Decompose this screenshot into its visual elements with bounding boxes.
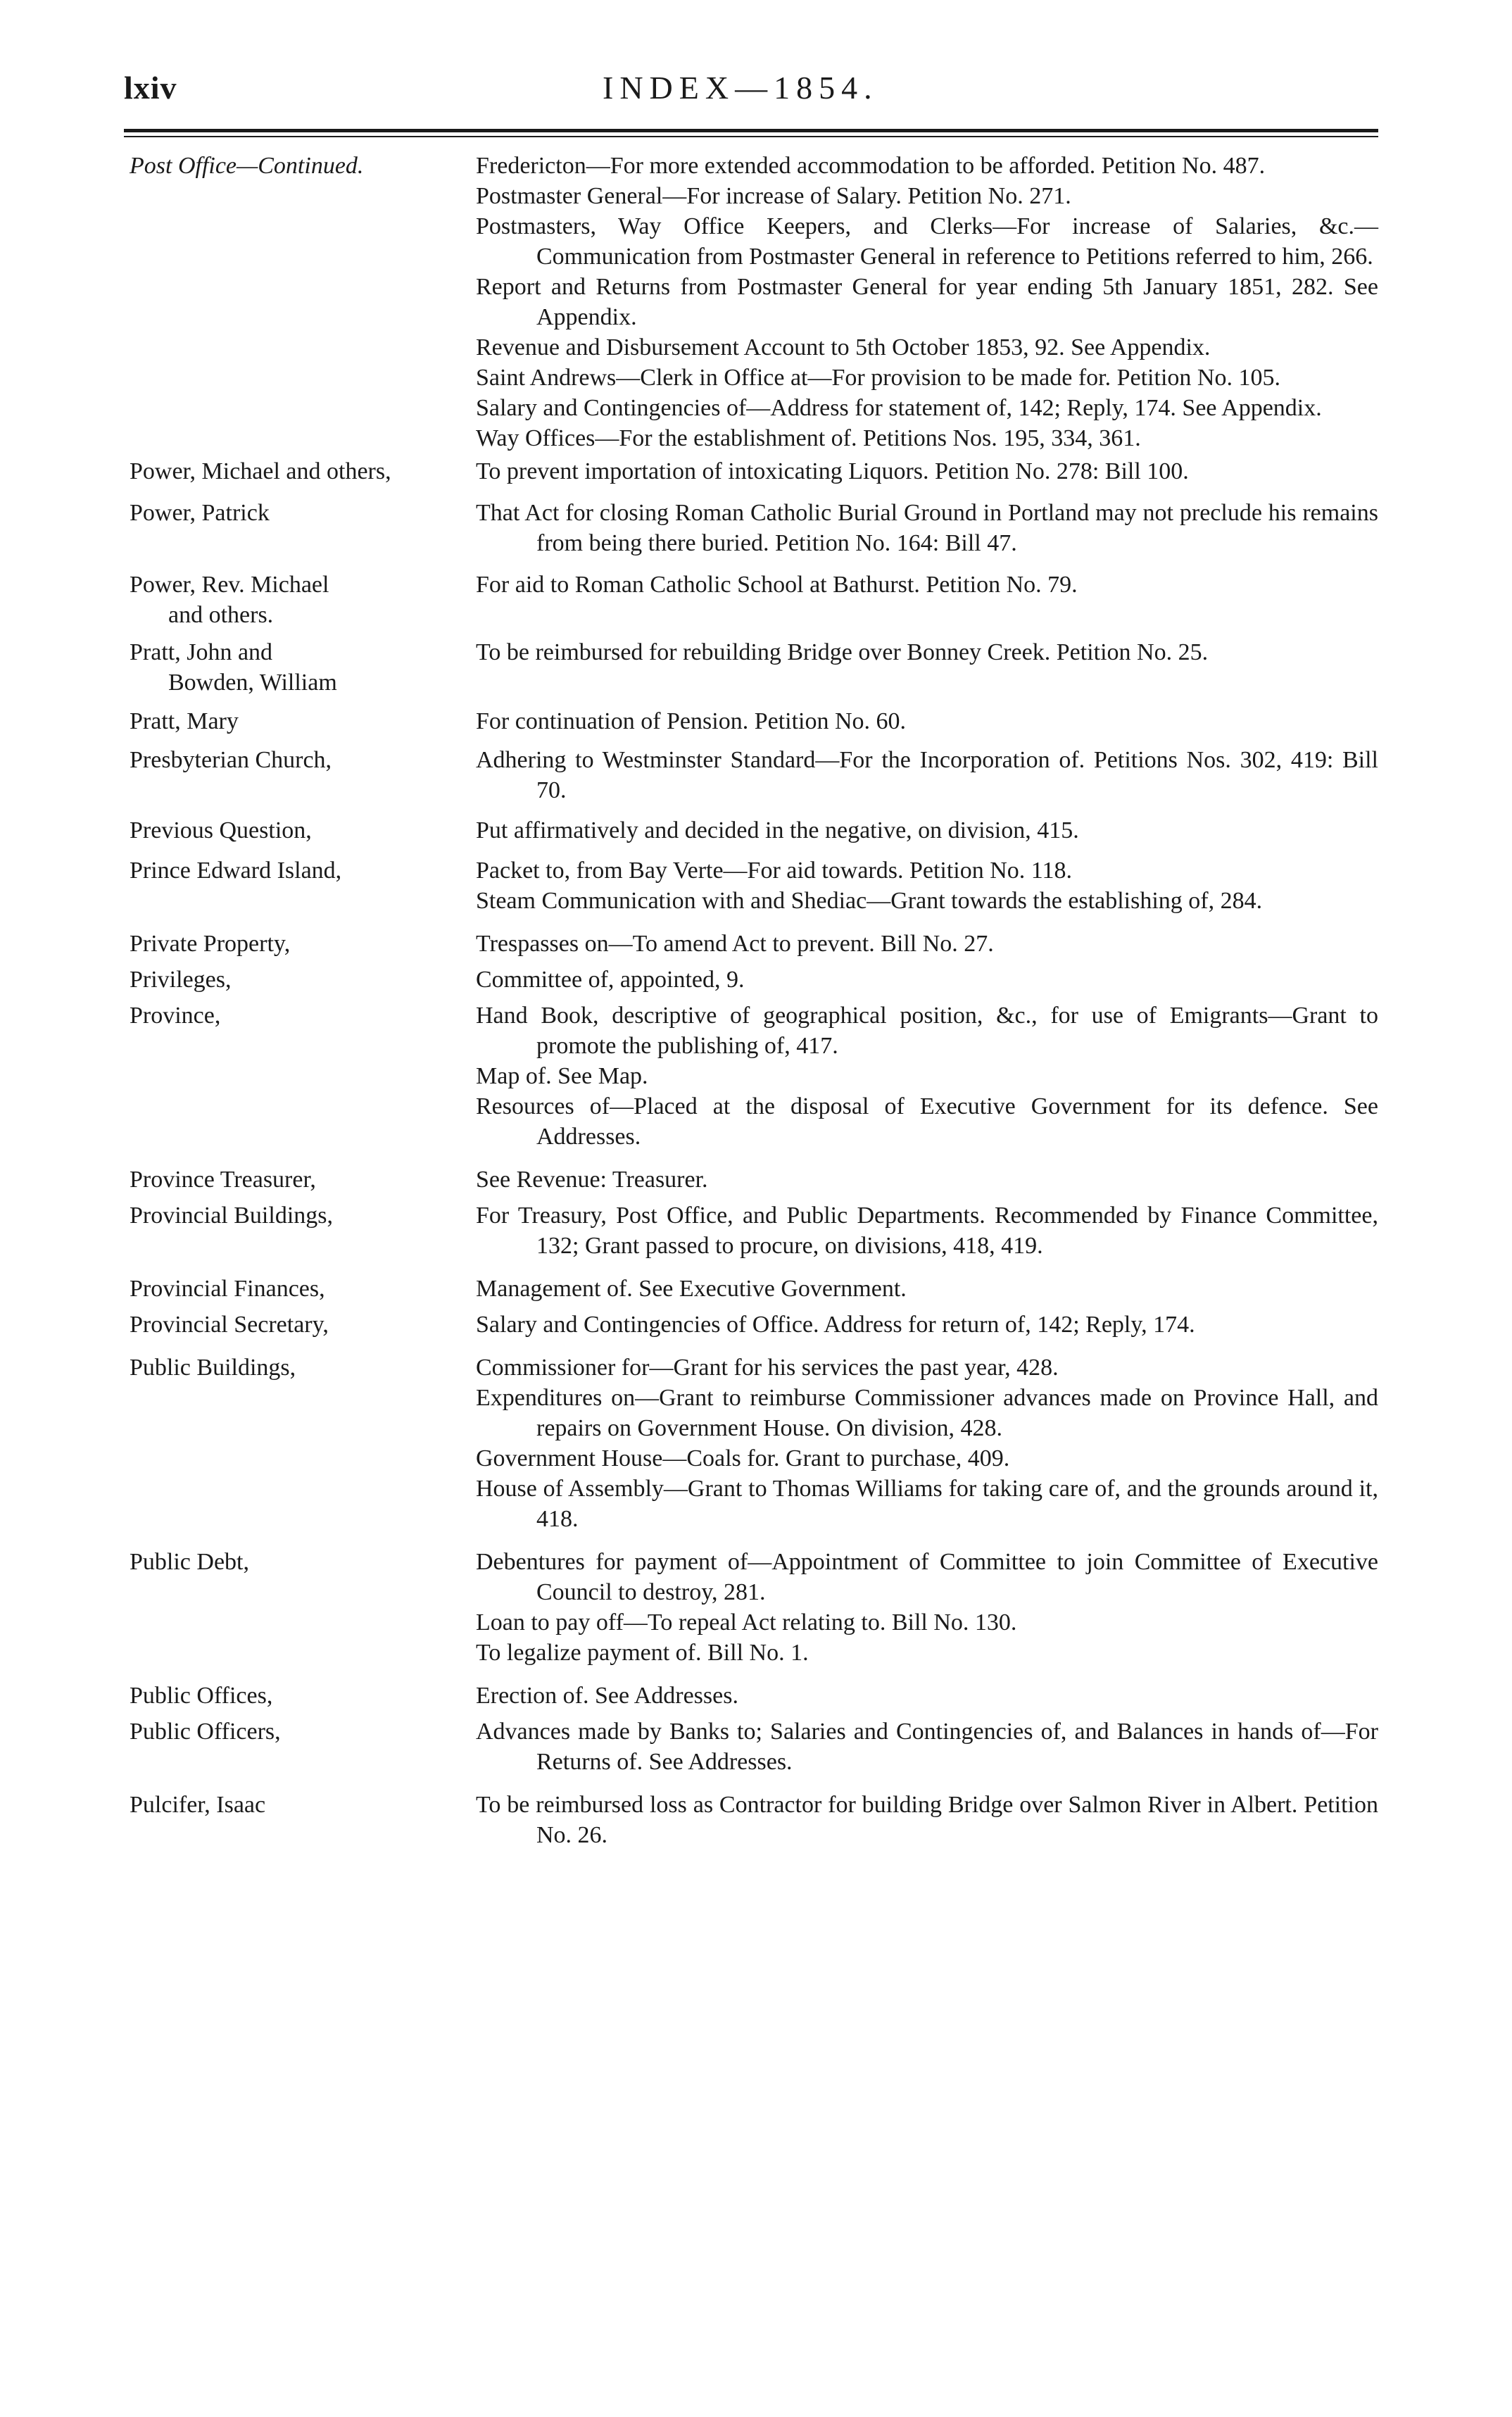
entry-subentries xyxy=(476,637,1378,667)
index-entry-power-michael xyxy=(124,456,1378,486)
index-entry-previous-question xyxy=(124,815,1378,846)
subentry: Expenditures on—Grant to reimburse Commissioner advances made on Province Hall, and repairs on Government House. On division, 428. xyxy=(476,1385,1378,1441)
subentry: Way Offices—For the establishment of. Petitions Nos. 195, 334, 361. xyxy=(476,425,1141,451)
heading-line: Prince Edward Island, xyxy=(130,858,342,884)
subentry: Erection of. See Addresses. xyxy=(476,1683,738,1709)
page-header xyxy=(124,69,1378,118)
entry-subentries xyxy=(476,965,1378,995)
subentry: House of Assembly—Grant to Thomas Williams for taking care of, and the grounds around it, 418. xyxy=(476,1476,1378,1532)
entry-heading xyxy=(124,965,476,995)
entry-heading xyxy=(124,1200,476,1231)
entry-heading xyxy=(124,815,476,846)
index-entry-pratt-john xyxy=(124,637,1378,698)
subentry: For Treasury, Post Office, and Public Departments. Recommended by Finance Committee, 132; Grant passed to procure, on divisions, 418, 419. xyxy=(476,1203,1378,1259)
index-entry-pratt-mary xyxy=(124,706,1378,736)
heading-line: Public Debt, xyxy=(130,1549,249,1575)
entry-heading xyxy=(124,1790,476,1820)
entry-heading xyxy=(124,1547,476,1577)
index-list xyxy=(124,149,1378,1850)
entry-heading xyxy=(124,1274,476,1304)
entry-heading xyxy=(124,637,476,698)
page-number: lxiv xyxy=(124,70,177,106)
heading-line: Post Office—Continued. xyxy=(130,153,364,179)
index-entry-public-officers xyxy=(124,1716,1378,1777)
heading-line: Public Officers, xyxy=(130,1719,281,1745)
index-entry-power-patrick xyxy=(124,498,1378,558)
entry-subentries xyxy=(476,745,1378,805)
heading-line: Provincial Secretary, xyxy=(130,1312,329,1338)
subentry: Steam Communication with and Shediac—Grant towards the establishing of, 284. xyxy=(476,888,1263,914)
index-entry-provincial-secretary xyxy=(124,1310,1378,1340)
subentry: Map of. See Map. xyxy=(476,1063,648,1089)
subentry: Debentures for payment of—Appointment of Committee to join Committee of Executive Council to destroy, 281. xyxy=(476,1549,1378,1605)
heading-line: Province, xyxy=(130,1003,221,1029)
subentry: Government House—Coals for. Grant to purchase, 409. xyxy=(476,1445,1010,1471)
subentry: Hand Book, descriptive of geographical position, &c., for use of Emigrants—Grant to promote the publishing of, 417. xyxy=(476,1003,1378,1059)
index-entry-post-office xyxy=(124,151,1378,453)
entry-heading xyxy=(124,855,476,886)
subentry: To be reimbursed loss as Contractor for building Bridge over Salmon River in Albert. Petition No. 26. xyxy=(476,1792,1378,1848)
entry-heading xyxy=(124,929,476,959)
subentry: For aid to Roman Catholic School at Bathurst. Petition No. 79. xyxy=(476,572,1078,598)
subentry: Revenue and Disbursement Account to 5th October 1853, 92. See Appendix. xyxy=(476,334,1211,360)
heading-line: Pratt, Mary xyxy=(130,708,239,734)
entry-heading xyxy=(124,151,476,181)
heading-line: Provincial Finances, xyxy=(130,1276,325,1302)
heading-line: Pulcifer, Isaac xyxy=(130,1792,266,1818)
index-entry-private-property xyxy=(124,929,1378,959)
subentry: Advances made by Banks to; Salaries and Contingencies of, and Balances in hands of—For Returns of. See Addresses. xyxy=(476,1719,1378,1775)
heading-line: Pratt, John and xyxy=(130,639,273,665)
entry-subentries xyxy=(476,815,1378,846)
index-entry-presbyterian-church xyxy=(124,745,1378,805)
entry-subentries xyxy=(476,1681,1378,1711)
index-entry-provincial-finances xyxy=(124,1274,1378,1304)
subentry: Adhering to Westminster Standard—For the Incorporation of. Petitions Nos. 302, 419: Bill 70. xyxy=(476,747,1378,803)
entry-subentries xyxy=(476,929,1378,959)
subentry: Trespasses on—To amend Act to prevent. Bill No. 27. xyxy=(476,931,994,957)
entry-heading xyxy=(124,1310,476,1340)
subentry: To be reimbursed for rebuilding Bridge over Bonney Creek. Petition No. 25. xyxy=(476,639,1209,665)
entry-subentries xyxy=(476,570,1378,600)
subentry: Committee of, appointed, 9. xyxy=(476,967,745,993)
subentry: Packet to, from Bay Verte—For aid towards. Petition No. 118. xyxy=(476,858,1073,884)
entry-subentries xyxy=(476,1000,1378,1152)
subentry: Salary and Contingencies of—Address for statement of, 142; Reply, 174. See Appendix. xyxy=(476,395,1322,421)
subentry: Postmaster General—For increase of Salary. Petition No. 271. xyxy=(476,183,1071,209)
heading-line: Power, Rev. Michael xyxy=(130,572,329,598)
subentry: Salary and Contingencies of Office. Address for return of, 142; Reply, 174. xyxy=(476,1312,1195,1338)
entry-heading xyxy=(124,1164,476,1195)
subentry: Report and Returns from Postmaster General for year ending 5th January 1851, 282. See Appendix. xyxy=(476,274,1378,330)
subentry: Saint Andrews—Clerk in Office at—For provision to be made for. Petition No. 105. xyxy=(476,365,1280,391)
subentry: Postmasters, Way Office Keepers, and Clerks—For increase of Salaries, &c.—Communication from Postmaster General in reference to Petitions referred to him, 266. xyxy=(476,213,1378,270)
entry-subentries xyxy=(476,1274,1378,1304)
entry-subentries xyxy=(476,151,1378,453)
heading-line: Public Offices, xyxy=(130,1683,273,1709)
subentry: Management of. See Executive Government. xyxy=(476,1276,907,1302)
heading-line: Privileges, xyxy=(130,967,232,993)
entry-subentries xyxy=(476,1200,1378,1261)
index-entry-provincial-buildings xyxy=(124,1200,1378,1261)
subentry: To prevent importation of intoxicating Liquors. Petition No. 278: Bill 100. xyxy=(476,458,1189,484)
entry-heading xyxy=(124,1716,476,1747)
subentry: Loan to pay off—To repeal Act relating to. Bill No. 130. xyxy=(476,1609,1017,1636)
heading-line: Province Treasurer, xyxy=(130,1167,316,1193)
entry-subentries xyxy=(476,1164,1378,1195)
entry-heading xyxy=(124,745,476,775)
subentry: Resources of—Placed at the disposal of Executive Government for its defence. See Addresses. xyxy=(476,1093,1378,1150)
heading-line: Private Property, xyxy=(130,931,291,957)
heading-line: Presbyterian Church, xyxy=(130,747,332,773)
subentry: For continuation of Pension. Petition No. 60. xyxy=(476,708,907,734)
subentry: To legalize payment of. Bill No. 1. xyxy=(476,1640,809,1666)
heading-line: Provincial Buildings, xyxy=(130,1203,333,1229)
entry-subentries xyxy=(476,1352,1378,1534)
entry-heading xyxy=(124,1352,476,1383)
entry-subentries xyxy=(476,456,1378,486)
entry-heading xyxy=(124,570,476,630)
subentry: See Revenue: Treasurer. xyxy=(476,1167,708,1193)
entry-subentries xyxy=(476,1716,1378,1777)
header-rule-thin xyxy=(124,136,1378,137)
entry-heading xyxy=(124,706,476,736)
entry-subentries xyxy=(476,498,1378,558)
entry-heading xyxy=(124,498,476,528)
entry-subentries xyxy=(476,1547,1378,1668)
index-entry-province xyxy=(124,1000,1378,1152)
running-title: INDEX—1854. xyxy=(603,70,878,106)
entry-heading xyxy=(124,456,476,486)
entry-subentries xyxy=(476,1310,1378,1340)
index-entry-privileges xyxy=(124,965,1378,995)
heading-line: Previous Question, xyxy=(130,817,312,843)
subentry: That Act for closing Roman Catholic Burial Ground in Portland may not preclude his remains from being there buried. Petition No. 164: Bill 47. xyxy=(476,500,1378,556)
heading-line: and others. xyxy=(168,602,274,628)
entry-heading xyxy=(124,1681,476,1711)
subentry: Fredericton—For more extended accommodation to be afforded. Petition No. 487. xyxy=(476,153,1266,179)
index-entry-public-debt xyxy=(124,1547,1378,1668)
subentry: Put affirmatively and decided in the negative, on division, 415. xyxy=(476,817,1079,843)
heading-line: Bowden, William xyxy=(168,670,337,696)
index-entry-pulcifer-isaac xyxy=(124,1790,1378,1850)
entry-subentries xyxy=(476,706,1378,736)
index-entry-prince-edward-island xyxy=(124,855,1378,916)
heading-line: Power, Michael and others, xyxy=(130,458,391,484)
header-rule-thick xyxy=(124,129,1378,132)
index-entry-public-buildings xyxy=(124,1352,1378,1534)
index-entry-public-offices xyxy=(124,1681,1378,1711)
index-entry-power-rev-michael xyxy=(124,570,1378,630)
index-entry-province-treasurer xyxy=(124,1164,1378,1195)
entry-subentries xyxy=(476,855,1378,916)
entry-subentries xyxy=(476,1790,1378,1850)
heading-line: Power, Patrick xyxy=(130,500,270,526)
heading-line: Public Buildings, xyxy=(130,1355,296,1381)
entry-heading xyxy=(124,1000,476,1031)
subentry: Commissioner for—Grant for his services the past year, 428. xyxy=(476,1355,1059,1381)
